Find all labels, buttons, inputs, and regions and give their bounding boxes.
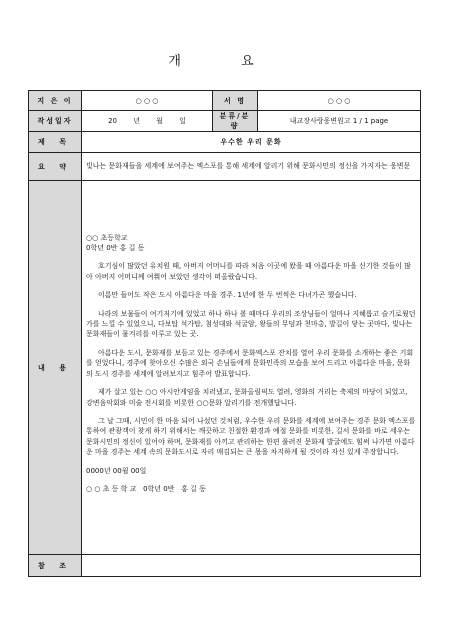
overview-form xyxy=(28,90,421,577)
reference-label: 참 조 xyxy=(29,555,82,577)
subject-label: 제 목 xyxy=(29,132,82,153)
subject-value: 우수한 우리 문화 xyxy=(82,132,421,153)
date-value: 20 년 월 일 xyxy=(82,111,213,132)
name-value: ○ ○ ○ xyxy=(258,91,421,111)
summary-label: 요 약 xyxy=(29,153,82,181)
name-label: 서 명 xyxy=(213,91,258,111)
paragraph: 이름만 들어도 작은 도시 아름다운 마을 경주. 1년에 한 두 번씩은 다녀가곤 했습니다. xyxy=(98,291,357,300)
content-body xyxy=(82,181,421,555)
paragraph: 아름다운 도시, 문화재를 보듬고 있는 경주에서 문화엑스포 잔치를 열어 우리 문화를 소개하는 좋은 기회를 얻었다니, 경주에 찾아오신 수많은 외국 손님들에게 문화민족의 모습을 보여 드리고 아름다운 마을, 문화의 도시 경주를 세계에 알려보지고 힘주어 발표합니다. xyxy=(86,348,414,378)
author-label: 지 은 이 xyxy=(29,91,82,111)
content-label: 내 용 xyxy=(29,181,82,555)
page-title: 개 요 xyxy=(168,54,282,69)
student-line: 0학년 0반 홍 길 동 xyxy=(86,244,145,253)
date-line: 0000년 00월 00일 xyxy=(86,466,147,475)
category-value: 내교장사랑웅변원고 1 / 1 page xyxy=(258,111,421,132)
author-value: ○ ○ ○ xyxy=(82,91,213,111)
summary-value: 빛나는 문화재들을 세계에 보여주는 엑스포를 통해 세계에 알리기 위해 문화시민의 정신을 가지자는 웅변문 xyxy=(82,153,421,181)
reference-value xyxy=(82,555,421,577)
signature-line: ○ ○ 초 등 학 교 0학년 0반 홍 길 동 xyxy=(86,484,206,493)
paragraph: 그 날 그때, 시민이 한 마음 되어 나섰던 것처럼, 우수한 우리 문화를 세계에 보여주는 경주 문화 엑스포를 통하여 관광객이 찾게 하기 위해서는 깨끗하고 친절한 환경과 예절 문화를 비롯한, 길서 문화를 바로 세우는 문화시민의 정신이 있어야 하며, 문화재를 아끼고 관리하는 한편 풀려진 문화재 발굴에도 힘써 나가면 아름다운 마을 경주는 세계 속의 문화도시로 자리 매김되는 큰 몫을 차지하게 될 것이라 자신 있게 주장합니다. xyxy=(86,416,416,457)
paragraph: 호기심이 많았던 유치원 때, 아버지 어머니를 따라 처음 이곳에 왔을 때 아름다운 마을 신기한 것들이 많아 아버지 어머니께 여쭤어 보았던 생각이 떠올랐습니다. xyxy=(86,262,411,281)
paragraph: 제가 살고 있는 ○○ 아시안게임을 치러냈고, 문화올림픽도 열려, 영화의 거리는 축제의 마당이 되었고, 강변음악회와 미술 전시회를 비롯한 ○○문화 알리기를 전개했답니다. xyxy=(86,388,408,407)
date-label: 작성일자 xyxy=(29,111,82,132)
category-label: 분류/분량 xyxy=(213,111,258,132)
school-line: ○○ 초등학교 xyxy=(86,233,128,242)
paragraph: 나라의 보물들이 여기저기에 있었고 하나 하나 볼 때마다 우리의 조상님들이 얼마나 지혜롭고 슬기로웠던가를 느낄 수 있었으니, 다보탑 석가탑, 첨성대와 석굴암, 왕들의 무덤과 천마총, 발길이 닿는 곳마다, 빛나는 문화재들이 물겨리를 이루고 있는 곳. xyxy=(86,309,416,339)
